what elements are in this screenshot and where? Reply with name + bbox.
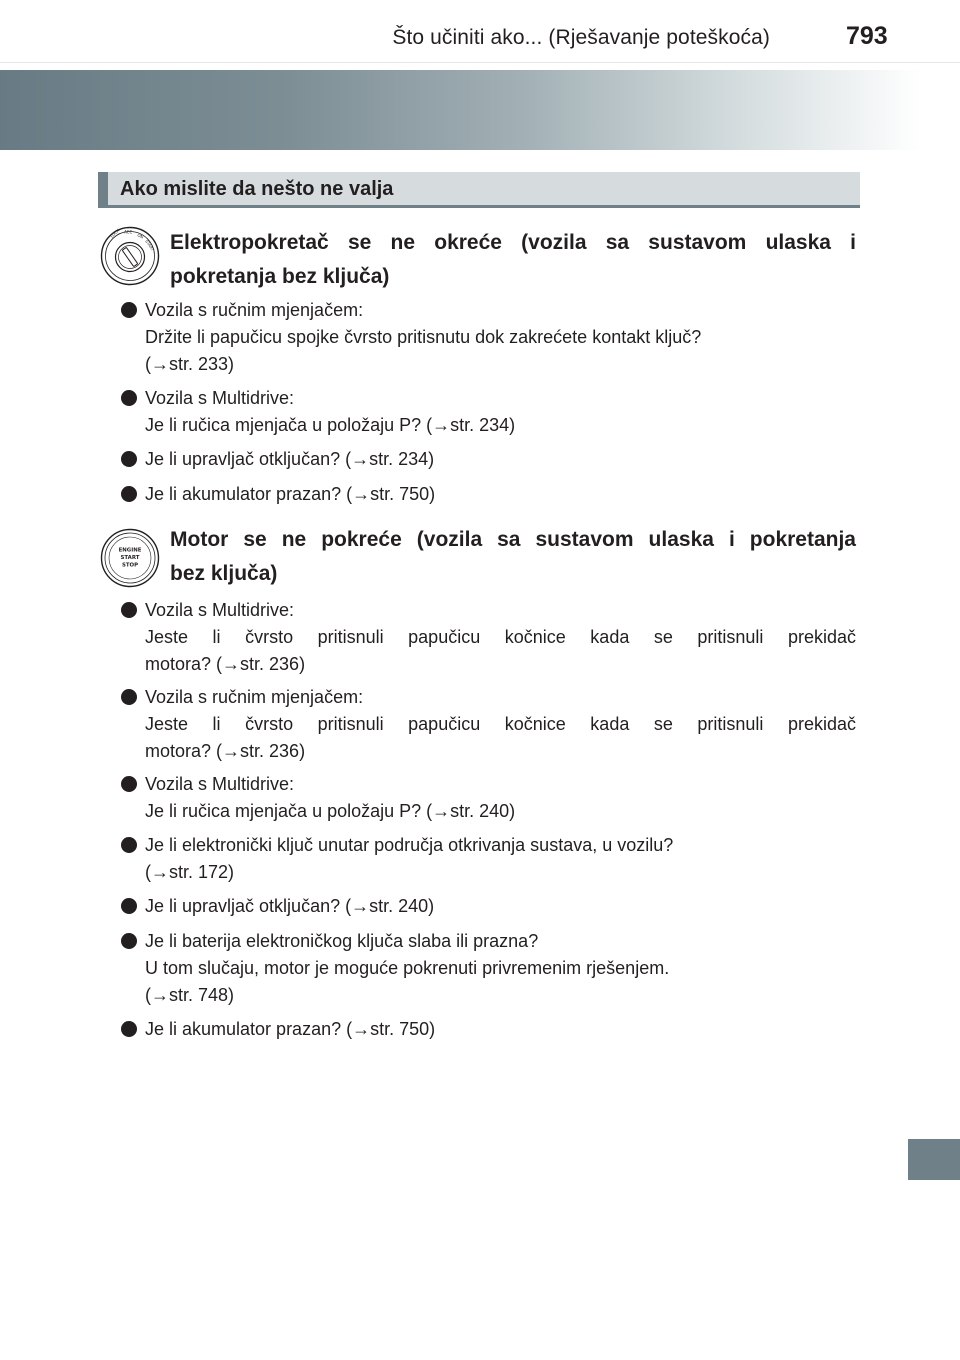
engine-start-stop-icon — [100, 528, 160, 588]
chapter-banner — [0, 70, 960, 150]
item-line: Je li upravljač otključan? (→str. 240) — [145, 896, 435, 916]
engine-label: ENGINE — [118, 547, 142, 554]
subsection-title-line: Motor se ne pokreće (vozila sa sustavom ulaska i pokretanja — [170, 528, 856, 551]
item-line: Vozila s ručnim mjenjačem: — [145, 300, 364, 320]
bullet-dot — [121, 933, 137, 949]
page-number: 793 — [846, 22, 888, 50]
section-heading-bar — [98, 172, 860, 208]
ignition-label-lock: LOCK — [109, 227, 121, 239]
subsection-title — [170, 226, 856, 294]
item-line: U tom slučaju, motor je moguće pokrenuti privremenim rješenjem. — [145, 958, 670, 978]
item-line: Vozila s Multidrive: — [145, 388, 295, 408]
item-line: Vozila s ručnim mjenjačem: — [145, 687, 364, 707]
item-line: Držite li papučicu spojke čvrsto pritisnutu dok zakrećete kontakt ključ? — [145, 327, 702, 347]
ignition-switch-icon — [100, 226, 160, 286]
bullet-dot — [121, 390, 137, 406]
item-line: Jeste li čvrsto pritisnuli papučicu kočnice kada se pritisnuli prekidač — [145, 714, 856, 734]
subsection-title-line: bez ključa) — [170, 562, 278, 585]
item-line: motora? (→str. 236) — [145, 741, 306, 761]
item-line: Vozila s Multidrive: — [145, 600, 295, 620]
bullet-dot — [121, 689, 137, 705]
running-header: Što učiniti ako... (Rješavanje poteškoća) — [392, 26, 770, 49]
item-line: (→str. 172) — [145, 862, 235, 882]
item-line: Je li baterija elektroničkog ključa slaba ili prazna? — [145, 931, 539, 951]
item-line: Je li elektronički ključ unutar područja otkrivanja sustava, u vozilu? — [145, 835, 674, 855]
item-line: Je li upravljač otključan? (→str. 234) — [145, 449, 435, 469]
item-line: Jeste li čvrsto pritisnuli papučicu kočnice kada se pritisnuli prekidač — [145, 627, 856, 647]
ignition-label-acc: ACC — [124, 229, 133, 235]
ignition-label-on: ON — [136, 232, 145, 240]
item-line: Je li ručica mjenjača u položaju P? (→str. 240) — [145, 801, 516, 821]
bullet-dot — [121, 302, 137, 318]
bullet-dot — [121, 1021, 137, 1037]
item-line: Vozila s Multidrive: — [145, 774, 295, 794]
subsection-title-line: pokretanja bez ključa) — [170, 265, 390, 288]
engine-label: STOP — [121, 562, 139, 569]
header-divider — [0, 62, 960, 63]
subsection-title-line: Elektropokretač se ne okreće (vozila sa sustavom ulaska i — [170, 231, 856, 254]
section-title: Ako mislite da nešto ne valja — [120, 178, 394, 200]
bullet-dot — [121, 898, 137, 914]
item-line: (→str. 233) — [145, 354, 235, 374]
item-line: (→str. 748) — [145, 985, 235, 1005]
bullet-dot — [121, 837, 137, 853]
bullet-dot — [121, 451, 137, 467]
subsection-title — [170, 523, 856, 591]
bullet-dot — [121, 602, 137, 618]
chapter-side-tab — [908, 1139, 960, 1180]
item-line: Je li akumulator prazan? (→str. 750) — [145, 484, 436, 504]
item-line: motora? (→str. 236) — [145, 654, 306, 674]
item-line: Je li ručica mjenjača u položaju P? (→str. 234) — [145, 415, 516, 435]
ignition-label-start: START — [144, 238, 156, 252]
engine-label: START — [120, 555, 140, 561]
item-line: Je li akumulator prazan? (→str. 750) — [145, 1019, 436, 1039]
bullet-dot — [121, 486, 137, 502]
bullet-dot — [121, 776, 137, 792]
